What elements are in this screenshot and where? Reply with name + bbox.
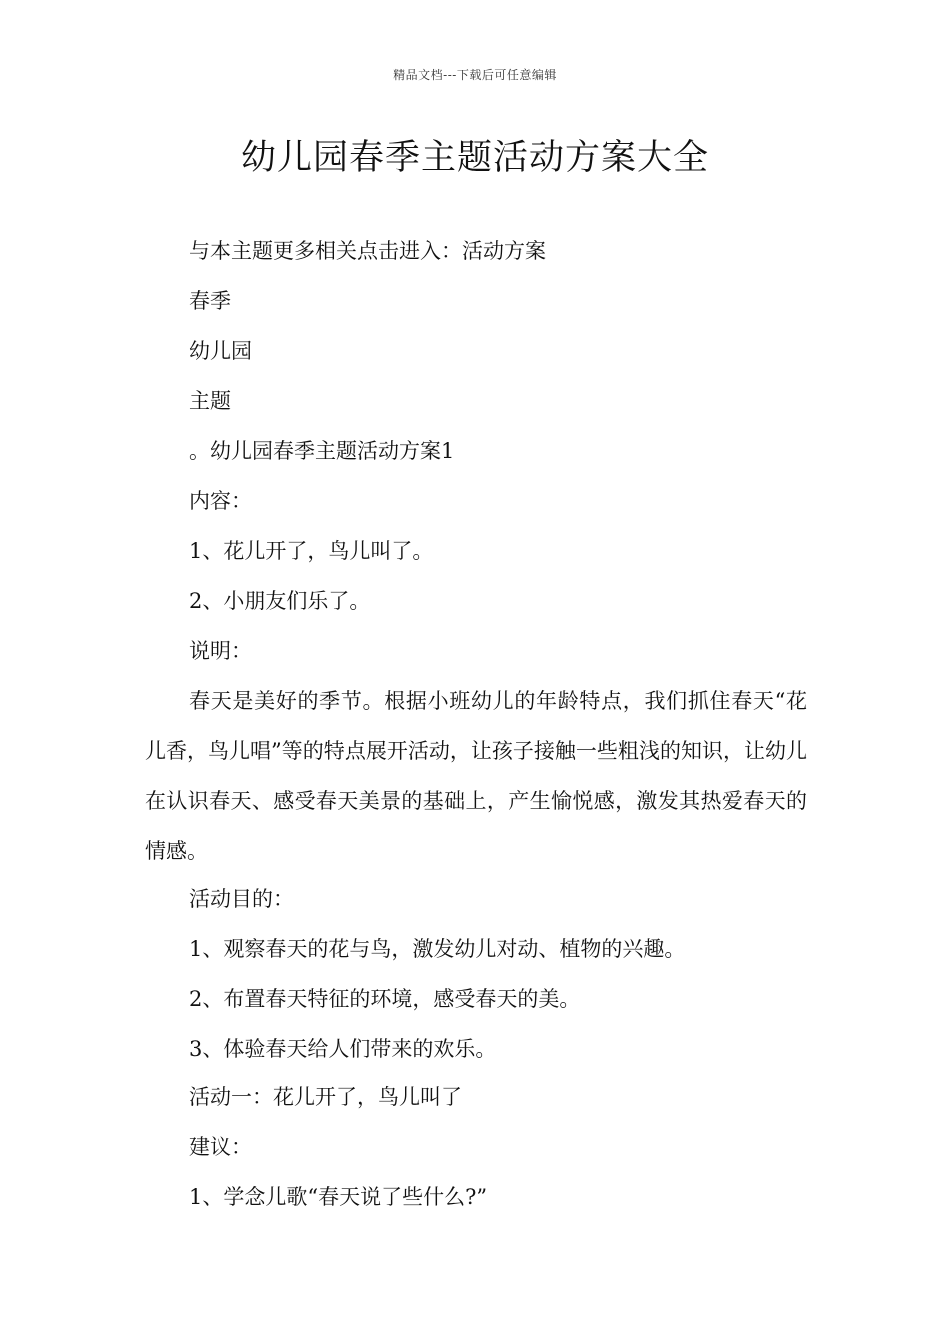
activity-1-heading: 活动一：花儿开了，鸟儿叫了 bbox=[189, 1085, 462, 1109]
content-label: 内容： bbox=[189, 489, 252, 513]
goal-item-1: 1、观察春天的花与鸟，激发幼儿对动、植物的兴趣。 bbox=[189, 937, 686, 961]
tag-kindergarten: 幼儿园 bbox=[189, 339, 252, 363]
content-item-1: 1、花儿开了，鸟儿叫了。 bbox=[189, 539, 434, 563]
related-topics-line: 与本主题更多相关点击进入：活动方案 bbox=[189, 239, 546, 263]
tag-spring: 春季 bbox=[189, 289, 231, 313]
page-header-note: 精品文档---下载后可任意编辑 bbox=[393, 68, 557, 82]
goals-label: 活动目的： bbox=[189, 887, 294, 911]
content-item-2: 2、小朋友们乐了。 bbox=[189, 589, 371, 613]
explain-label: 说明： bbox=[189, 639, 252, 663]
explain-paragraph: 春天是美好的季节。根据小班幼儿的年龄特点，我们抓住春天“花儿香，鸟儿唱”等的特点展开活动，让孩子接触一些粗浅的知识，让幼儿在认识春天、感受春天美景的基础上，产生愉悦感，激发其热爱春天的情感。 bbox=[145, 689, 807, 863]
suggest-label: 建议： bbox=[189, 1135, 252, 1159]
plan-heading: 。幼儿园春季主题活动方案1 bbox=[189, 439, 455, 463]
goal-item-3: 3、体验春天给人们带来的欢乐。 bbox=[189, 1037, 497, 1061]
document-title: 幼儿园春季主题活动方案大全 bbox=[240, 138, 709, 178]
goal-item-2: 2、布置春天特征的环境，感受春天的美。 bbox=[189, 987, 581, 1011]
tag-theme: 主题 bbox=[189, 389, 231, 413]
suggest-item-1: 1、学念儿歌“春天说了些什么?” bbox=[189, 1185, 488, 1209]
